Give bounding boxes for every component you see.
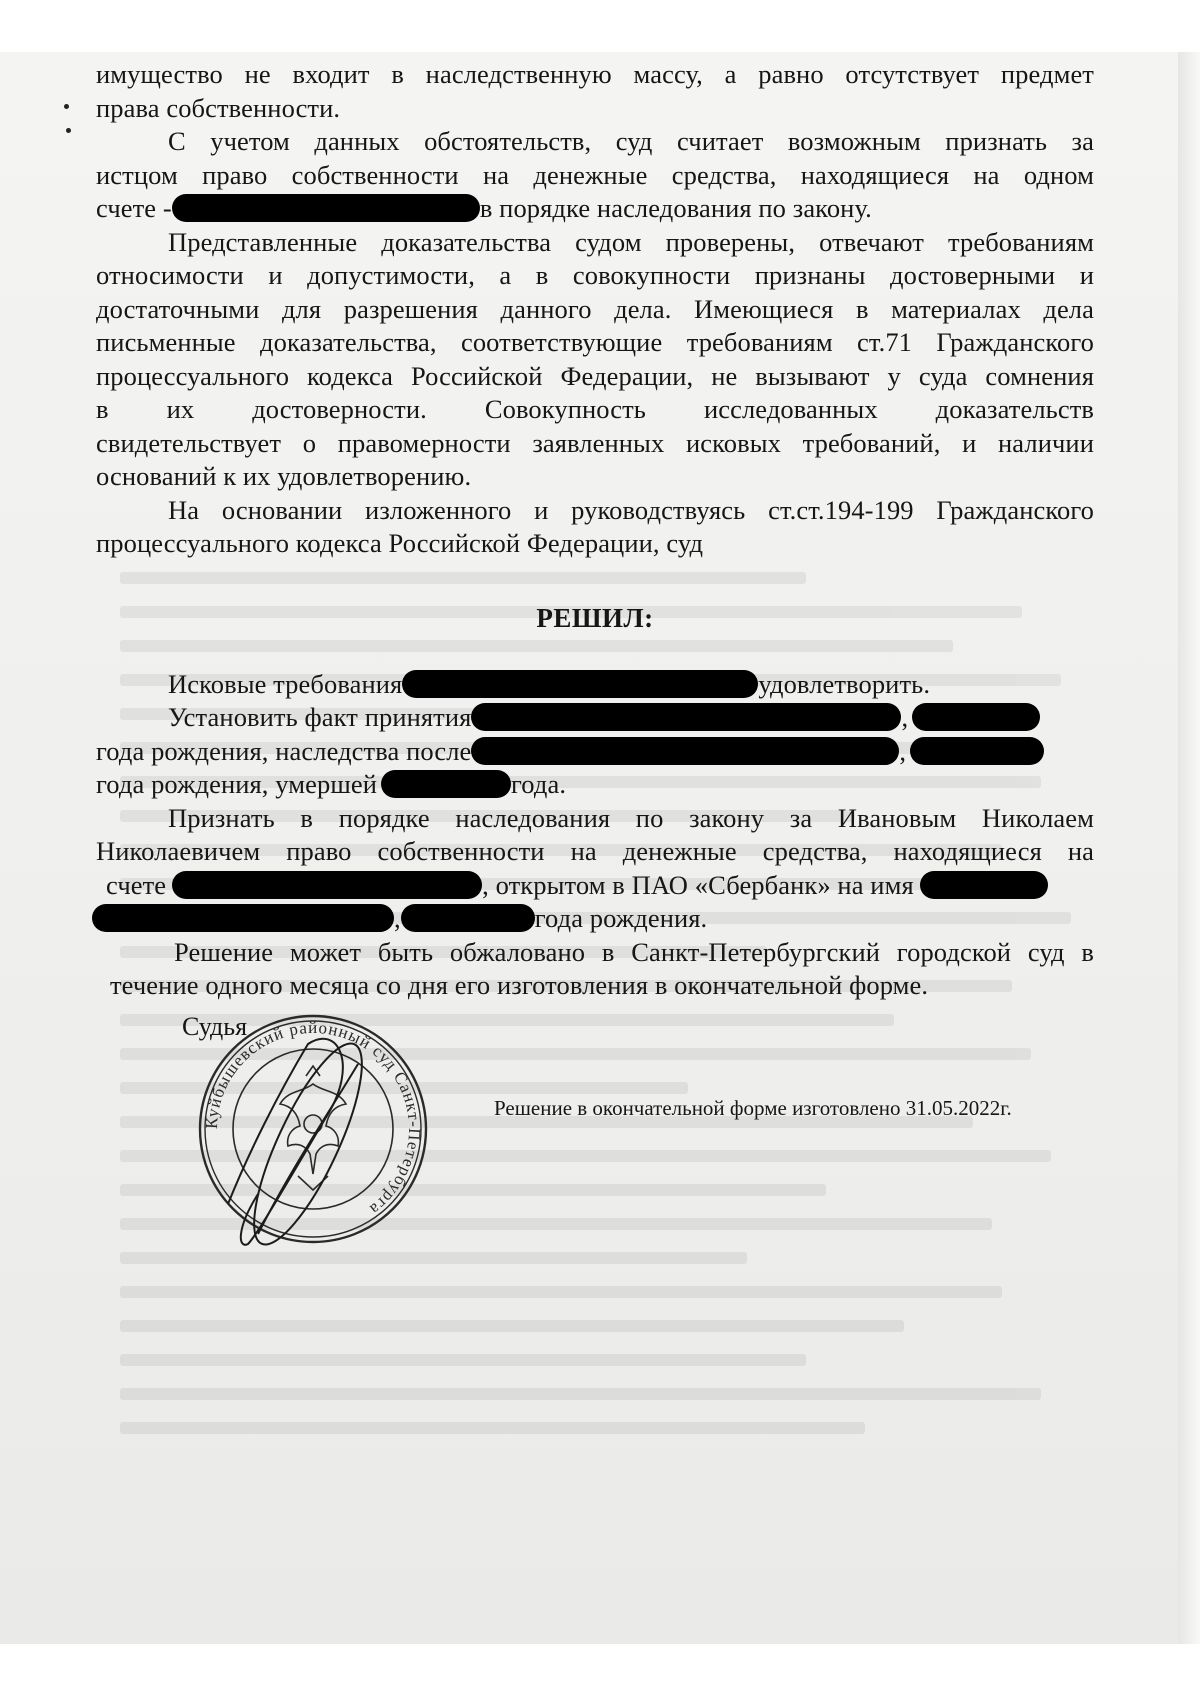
text-line: На основании изложенного и руководствуясь ст.ст.194-199 Гражданского xyxy=(168,494,1094,525)
redaction-bar xyxy=(402,670,758,698)
text-line: Николаевичем право собственности на денежные средства, находящиеся на xyxy=(96,836,1094,866)
text-line: свидетельствует о правомерности заявленных исковых требований, и наличии xyxy=(96,427,1094,458)
court-seal xyxy=(188,1004,438,1254)
paragraph-circumstances xyxy=(96,125,1094,226)
eagle-emblem-icon xyxy=(280,1066,346,1190)
redaction-bar xyxy=(172,194,480,222)
text-fragment: Исковые требования xyxy=(168,668,403,699)
text-line xyxy=(96,735,1094,769)
redaction-bar xyxy=(401,904,535,932)
margin-dot xyxy=(66,128,71,133)
text-fragment: , открытом в ПАО «Сбербанк» на имя xyxy=(482,869,914,900)
text-line: процессуального кодекса Российской Федерации, не вызывают у суда сомнения xyxy=(96,360,1094,391)
text-line xyxy=(96,701,1094,735)
page-edge xyxy=(1178,52,1200,1644)
text-line xyxy=(96,192,1094,226)
resolution-ownership xyxy=(96,802,1094,936)
redaction-bar xyxy=(471,703,901,731)
text-line: С учетом данных обстоятельств, суд считает возможным признать за xyxy=(168,126,1094,156)
judge-signature-label: Судья xyxy=(182,1012,248,1041)
text-line: письменные доказательства, соответствующие требованиям ст.71 Гражданского xyxy=(96,327,1094,357)
document-page xyxy=(0,52,1200,1644)
text-line: права собственности. xyxy=(96,92,341,123)
text-line xyxy=(96,768,1094,802)
text-fragment: , xyxy=(899,735,907,766)
redaction-bar xyxy=(172,871,482,899)
text-fragment: , xyxy=(901,702,909,732)
text-fragment: года. xyxy=(511,769,567,799)
seal-text: Куйбышевский районный суд Санкт-Петербурга xyxy=(201,1017,425,1220)
document-body xyxy=(96,58,1094,1003)
text-line: относимости и допустимости, а в совокупности признаны достоверными и xyxy=(96,260,1094,290)
redaction-bar xyxy=(920,871,1048,899)
redaction-bar xyxy=(381,770,511,798)
redaction-bar xyxy=(471,737,899,765)
text-line: в их достоверности. Совокупность исследованных доказательств xyxy=(96,394,1094,424)
redaction-bar xyxy=(912,703,1040,731)
judge-signature-scribble xyxy=(228,1032,382,1254)
text-line: течение одного месяца со дня его изготовления в окончательной форме. xyxy=(110,970,929,1000)
paragraph-property xyxy=(96,58,1094,125)
text-line: оснований к их удовлетворению. xyxy=(96,461,472,491)
text-line: имущество не входит в наследственную массу, а равно отсутствует предмет xyxy=(96,59,1094,89)
text-line xyxy=(96,902,1094,936)
text-line: Представленные доказательства судом проверены, отвечают требованиям xyxy=(168,226,1094,257)
redaction-bar xyxy=(92,904,394,932)
paragraph-basis xyxy=(96,494,1094,561)
text-line: Признать в порядке наследования по закону за Ивановым Николаем xyxy=(168,802,1094,833)
margin-dot xyxy=(64,104,69,109)
text-line xyxy=(96,869,1094,903)
final-form-note: Решение в окончательной форме изготовлено 31.05.2022г. xyxy=(494,1096,1012,1120)
text-fragment: года рождения, умершей xyxy=(96,769,377,799)
text-fragment: счете xyxy=(106,869,167,900)
text-fragment: , xyxy=(394,903,401,933)
text-fragment: года рождения, наследства после xyxy=(96,735,472,766)
resolution-fact xyxy=(96,701,1094,802)
resolution-appeal xyxy=(96,936,1094,1003)
text-line: истцом право собственности на денежные средства, находящиеся на одном xyxy=(96,159,1094,190)
text-line xyxy=(96,668,1094,702)
text-fragment: Установить факт принятия xyxy=(168,702,472,732)
paragraph-evidence xyxy=(96,226,1094,494)
text-fragment: счете - xyxy=(96,193,172,223)
redaction-bar xyxy=(910,737,1044,765)
decision-heading: РЕШИЛ: xyxy=(536,602,654,633)
text-line: достаточными для разрешения данного дела. Имеющиеся в материалах дела xyxy=(96,293,1094,324)
text-fragment: удовлетворить. xyxy=(758,668,931,699)
text-fragment: года рождения. xyxy=(534,903,708,933)
text-line: Решение может быть обжаловано в Санкт-Петербургский городской суд в xyxy=(174,936,1094,967)
text-line: процессуального кодекса Российской Федерации, суд xyxy=(96,528,704,558)
text-fragment: в порядке наследования по закону. xyxy=(479,193,872,223)
resolution-claims xyxy=(96,668,1094,702)
